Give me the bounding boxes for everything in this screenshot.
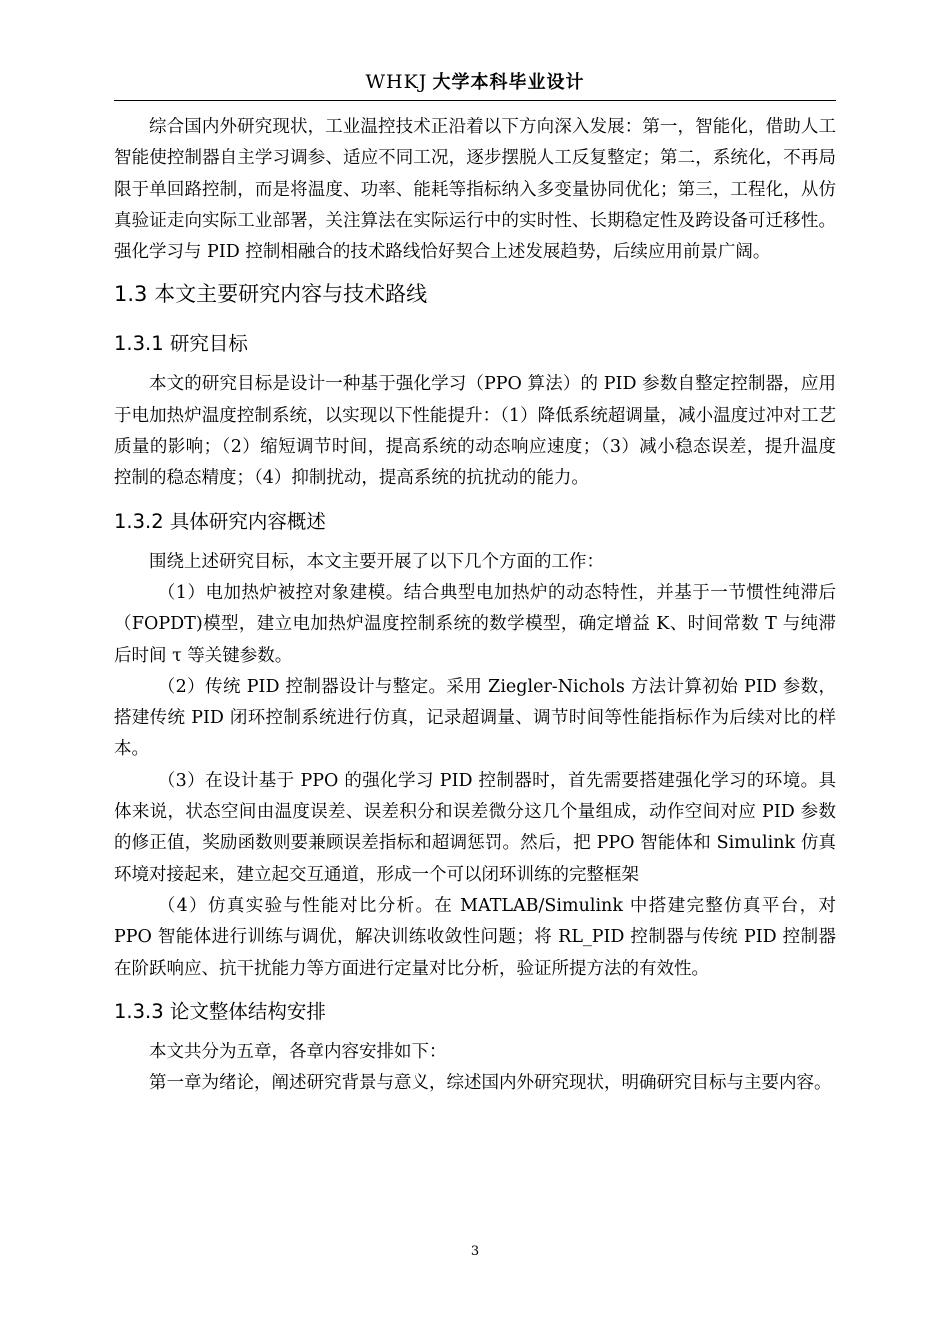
section-heading-1-3-1: 1.3.1 研究目标 [114, 332, 248, 356]
structure-paragraph-2: 第一章为绪论，阐述研究背景与意义，综述国内外研究现状，明确研究目标与主要内容。 [149, 1073, 832, 1094]
section-heading-1-3-2: 1.3.2 具体研究内容概述 [114, 509, 326, 533]
section-heading-1-3: 1.3 本文主要研究内容与技术路线 [114, 282, 428, 307]
page-number: 3 [470, 1244, 480, 1259]
content-item-3: （3）在设计基于 PPO 的强化学习 PID 控制器时，首先需要搭建强化学习的环境。具体来说，状态空间由温度误差、误差积分和误差微分这几个量组成，动作空间对应 PID 参数的修正值，奖励函数则要兼顾误差指标和超调惩罚。然后，把 PPO 智能体和 Simulink 仿真环境对接起来，建立起交互通道，形成一个可以闭环训练的完整框架 [114, 770, 836, 885]
intro-paragraph: 综合国内外研究现状，工业温控技术正沿着以下方向深入发展：第一，智能化，借助人工智能使控制器自主学习调参、适应不同工况，逐步摆脱人工反复整定；第二，系统化，不再局限于单回路控制，而是将温度、功率、能耗等指标纳入多变量协同优化；第三，工程化，从仿真验证走向实际工业部署，关注算法在实际运行中的实时性、长期稳定性及跨设备可迁移性。强化学习与 PID 控制相融合的技术路线恰好契合上述发展趋势，后续应用前景广阔。 [114, 117, 836, 263]
content-item-1: （1）电加热炉被控对象建模。结合典型电加热炉的动态特性，并基于一节惯性纯滞后（FOPDT)模型，建立电加热炉温度控制系统的数学模型，确定增益 K、时间常数 T 与纯滞后时间 τ 等关键参数。 [114, 582, 836, 666]
running-header [114, 66, 836, 101]
header-latin: WHKJ [365, 71, 428, 93]
page-body [114, 112, 836, 1099]
section-heading-1-3-3: 1.3.3 论文整体结构安排 [114, 999, 326, 1023]
structure-paragraph-1: 本文共分为五章，各章内容安排如下： [149, 1041, 447, 1062]
content-intro-paragraph: 围绕上述研究目标，本文主要开展了以下几个方面的工作： [149, 551, 604, 572]
header-title: 大学本科毕业设计 [432, 72, 585, 93]
research-goal-paragraph: 本文的研究目标是设计一种基于强化学习（PPO 算法）的 PID 参数自整定控制器，应用于电加热炉温度控制系统，以实现以下性能提升：（1）降低系统超调量，减小温度过冲对工艺质量的影响；（2）缩短调节时间，提高系统的动态响应速度；（3）减小稳态误差，提升温度控制的稳态精度；（4）抑制扰动，提高系统的抗扰动的能力。 [114, 374, 836, 489]
content-item-2: （2）传统 PID 控制器设计与整定。采用 Ziegler-Nichols 方法计算初始 PID 参数，搭建传统 PID 闭环控制系统进行仿真，记录超调量、调节时间等性能指标作为后续对比的样本。 [114, 676, 836, 760]
content-item-4: （4）仿真实验与性能对比分析。在 MATLAB/Simulink 中搭建完整仿真平台，对 PPO 智能体进行训练与调优，解决训练收敛性问题；将 RL_PID 控制器与传统 PID 控制器在阶跃响应、抗干扰能力等方面进行定量对比分析，验证所提方法的有效性。 [114, 895, 836, 979]
